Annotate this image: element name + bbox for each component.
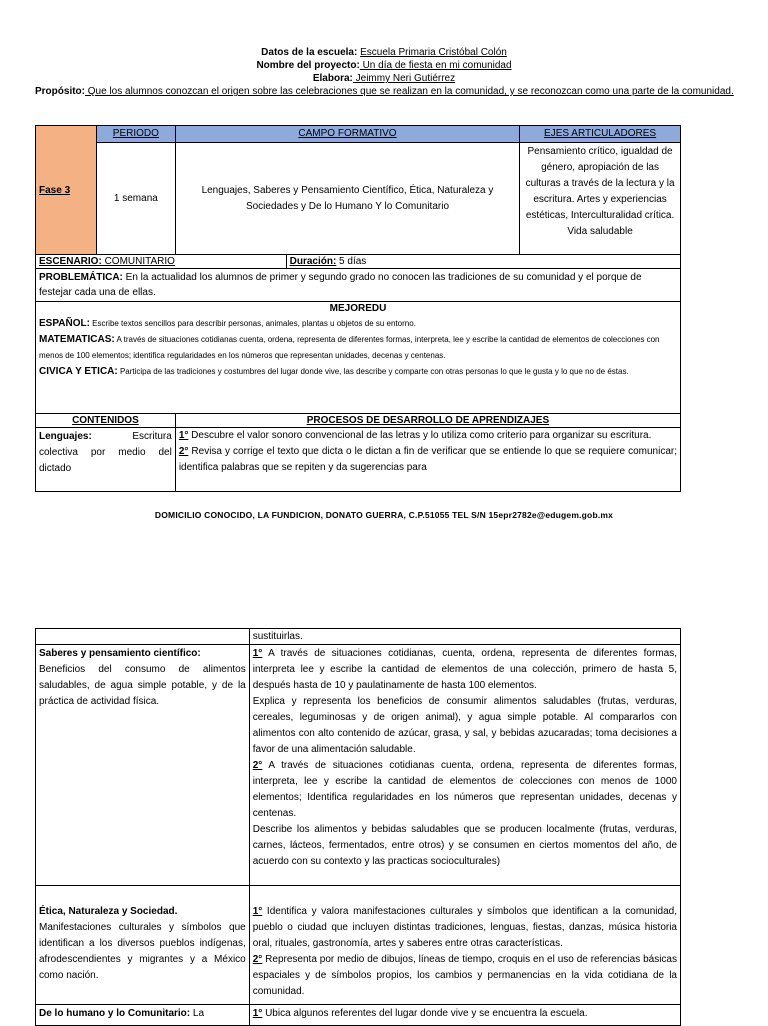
contents-table-continued xyxy=(35,628,681,1026)
espanol-line: ESPAÑOL: Escribe textos sencillos para describir personas, animales, plantas u objetos de su entorno. xyxy=(39,318,416,329)
purpose-label: Propósito: xyxy=(35,86,85,97)
periodo-header: PERIODO xyxy=(96,126,175,143)
campo-value: Lenguajes, Saberes y Pensamiento Científico, Ética, Naturaleza y Sociedades y De lo Humano Y lo Comunitario xyxy=(175,143,519,255)
etica-procesos: 1° Identifica y valora manifestaciones culturales y símbolos que identifican a la comunidad, pueblo o ciudad que incluyen distintas tradiciones, lenguas, fiestas, danzas, música historia oral, rituales, gastronomía, artes y saberes entre otras características. 2° Representa por medio de dibujos, líneas de tiempo, croquis en el uso de referencias básicas espaciales y de símbolos propios, los cambios y permanencias en la vida cotidiana de la comunidad. xyxy=(249,886,680,1005)
problematica-cell: PROBLEMÁTICA: En la actualidad los alumnos de primer y segundo grado no conocen las tradiciones de su comunidad y el porque de festejar cada una de ellas. xyxy=(36,269,681,302)
plan-table xyxy=(35,125,681,492)
ejes-value: Pensamiento crítico, igualdad de género, apropiación de las culturas a través de la lectura y la escritura. Artes y experiencias estéticas, Interculturalidad crítica. Vida saludable xyxy=(520,143,681,255)
civica-line: CIVICA Y ETICA: Participa de las tradiciones y costumbres del lugar donde vive, las describe y comparte con otras personas lo que le gusta y lo que no de éstas. xyxy=(39,366,629,377)
matematicas-line: MATEMATICAS: A través de situaciones cotidianas cuenta, ordena, representa de diferentes formas, interpreta, lee y escribe la cantidad de elementos de colecciones con menos de 100 elementos; identifica regularidades en los números que representan unidades, decenas y centenas. xyxy=(39,334,660,360)
document-page-2 xyxy=(0,628,768,1024)
etica-contenido: Ética, Naturaleza y Sociedad. Manifestaciones culturales y símbolos que identifican a los diversos pueblos indígenas, afrodescendientes y migrantes y a México como nación. xyxy=(36,886,250,1005)
author-line xyxy=(0,72,768,85)
contenidos-header: CONTENIDOS xyxy=(36,414,176,428)
saberes-procesos: 1° A través de situaciones cotidianas, cuenta, ordena, representa de diferentes formas, interpreta lee y escribe la cantidad de elementos de una colección, primero de hasta 5, después hasta de 10 y paulatinamente de hasta 100 elementos. Explica y representa los beneficios de consumir alimentos saludables (frutas, verduras, cereales, leguminosas y de origen animal), y agua simple potable. Al compararlos con alimentos con alto contenido de azúcar, grasa, y sal, y bebidas azucaradas; toma decisiones a favor de una alimentación saludable. 2° A través de situaciones cotidianas cuenta, ordena, representa de diferentes formas, interpreta, lee y escribe la cantidad de elementos de colecciones con menos de 1000 elementos; Identifica regularidades en los números que representan unidades, decenas y centenas. Describe los alimentos y bebidas saludables que se producen localmente (frutas, verduras, carnes, lácteos, fermentados, entre otros) y se consumen en ciertos momentos del año, de acuerdo con su contexto y las practicas socioculturales) xyxy=(249,645,680,886)
mejoredu-cell xyxy=(36,302,681,414)
school-value: Escuela Primaria Cristóbal Colón xyxy=(360,47,507,58)
humano-procesos: 1° Ubica algunos referentes del lugar donde vive y se encuentra la escuela. xyxy=(249,1005,680,1026)
duracion-cell: Duración: 5 días xyxy=(286,255,680,269)
lenguajes-contenido: Lenguajes: Escritura colectiva por medio del dictado xyxy=(36,428,176,492)
school-label: Datos de la escuela: xyxy=(261,47,358,58)
mejoredu-title: MEJOREDU xyxy=(329,303,387,314)
continued-text: sustituirlas. xyxy=(249,629,680,645)
author-label: Elabora: xyxy=(312,73,353,84)
fase-cell xyxy=(36,126,97,255)
lenguajes-procesos: 1° Descubre el valor sonoro convencional de las letras y lo utiliza como criterio para organizar su escritura. 2° Revisa y corrige el texto que dicta o le dictan a fin de verificar que se entiende lo que se requiere comunicar; identifica palabras que se repiten y da sugerencias para xyxy=(175,428,680,492)
school-line xyxy=(0,46,768,59)
purpose-value: Que los alumnos conozcan el origen sobre las celebraciones que se realizan en la comunidad, y se reconozcan como una parte de la comunidad. xyxy=(85,86,734,97)
purpose-line xyxy=(35,86,735,98)
saberes-contenido: Saberes y pensamiento científico: Beneficios del consumo de alimentos saludables, de agua simple potable, y de la práctica de actividad física. xyxy=(36,645,250,886)
fase-label: Fase 3 xyxy=(39,184,71,196)
procesos-header: PROCESOS DE DESARROLLO DE APRENDIZAJES xyxy=(175,414,680,428)
author-value: Jeimmy Neri Gutiérrez xyxy=(352,73,456,84)
periodo-value: 1 semana xyxy=(96,143,175,255)
escenario-cell: ESCENARIO: COMUNITARIO xyxy=(36,255,287,269)
project-value: Un día de fiesta en mi comunidad xyxy=(359,60,512,71)
footer-address: DOMICILIO CONOCIDO, LA FUNDICION, DONATO GUERRA, C.P.51055 TEL S/N 15epr2782e@edugem.gob.mx xyxy=(154,510,614,520)
continued-left xyxy=(36,629,250,645)
project-line xyxy=(0,59,768,72)
ejes-header: EJES ARTICULADORES xyxy=(520,126,681,143)
project-label: Nombre del proyecto: xyxy=(256,60,360,71)
campo-header: CAMPO FORMATIVO xyxy=(175,126,519,143)
humano-contenido: De lo humano y lo Comunitario: La xyxy=(36,1005,250,1026)
